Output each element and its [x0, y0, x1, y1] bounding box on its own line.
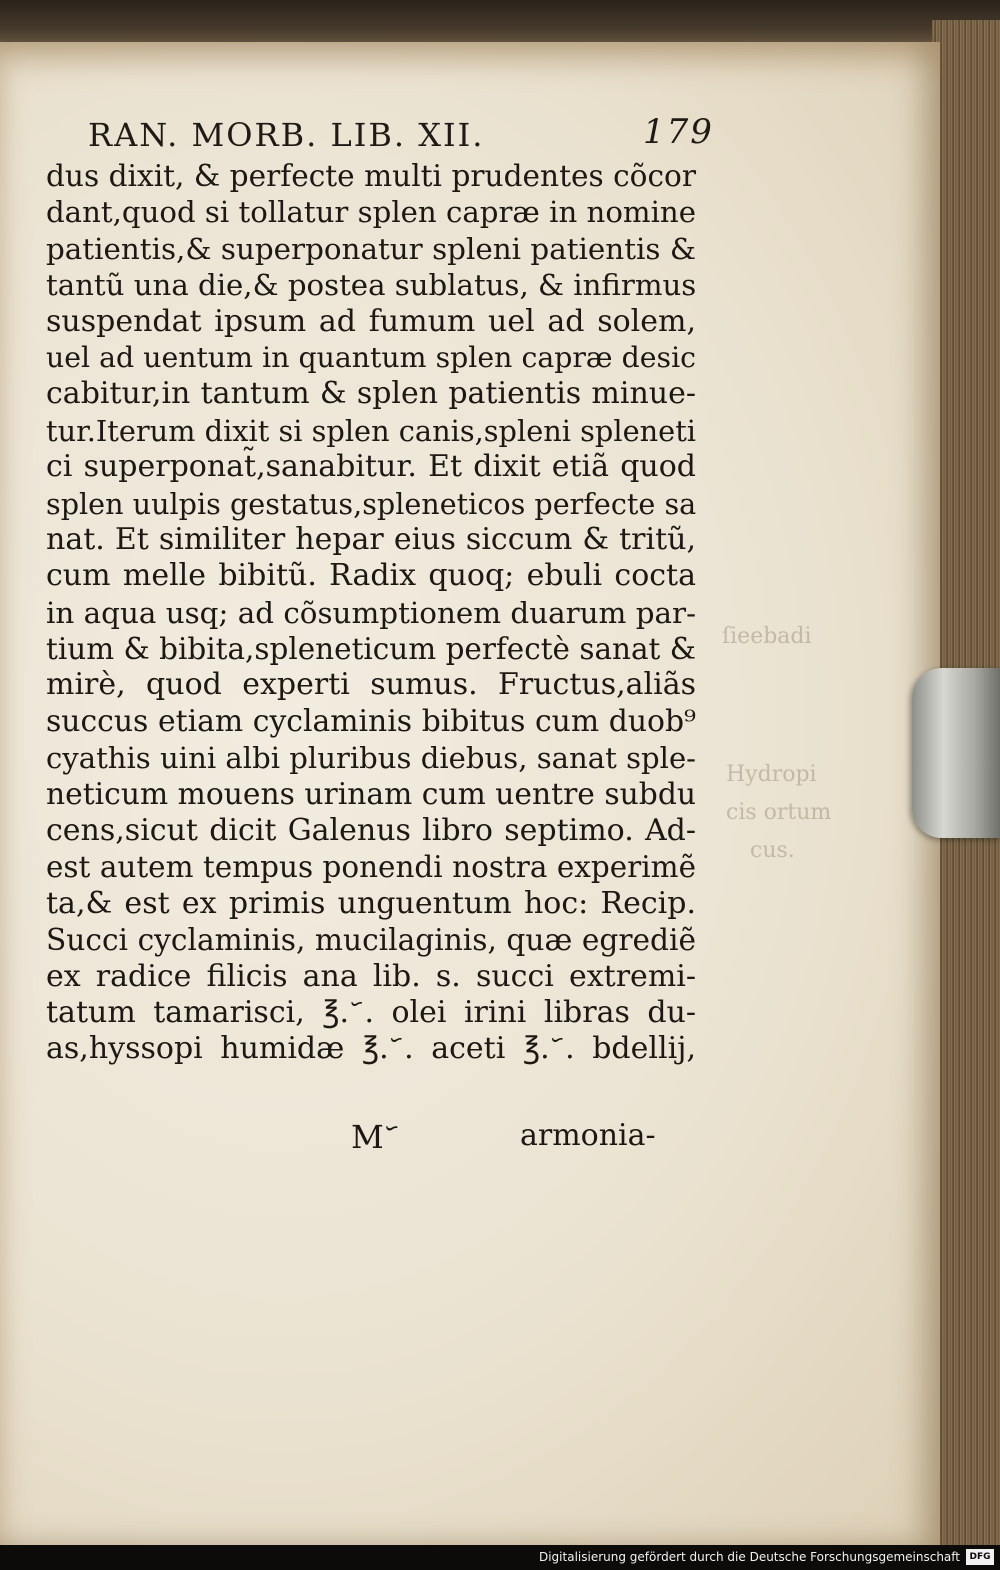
text-line: patientis,& superponatur spleni patientis &	[46, 231, 696, 266]
text-line: dus dixit, & perfecte multi prudentes cõcor	[46, 159, 696, 193]
show-through-text: cus.	[750, 838, 795, 863]
text-line: nat. Et similiter hepar eius siccum & tritũ,	[46, 521, 696, 557]
text-line: as,hyssopi humidæ ℥. ᷃. aceti ℥. ᷃. bdellij,	[46, 1031, 696, 1067]
text-line: splen uulpis gestatus,spleneticos perfecte sa	[46, 486, 697, 521]
text-line: cens,sicut dicit Galenus libro septimo. Ad-	[46, 813, 696, 849]
text-line: mirè, quod experti sumus. Fructus,aliãs	[46, 667, 696, 703]
dfg-logo: DFG	[966, 1549, 994, 1565]
body-text	[46, 158, 696, 1068]
text-line: dant,quod si tollatur splen capræ in nomine	[46, 195, 696, 230]
show-through-text: Hydropi	[726, 762, 817, 787]
text-line: in aqua usq; ad cõsumptionem duarum par-	[46, 595, 696, 630]
show-through-text: cis ortum	[726, 800, 832, 825]
running-head: RAN. MORB. LIB. XII.	[88, 116, 485, 154]
text-line: tantũ una die,& postea sublatus, & infirmus	[46, 268, 697, 303]
catchline	[46, 1118, 696, 1158]
text-line: Succi cyclaminis, mucilaginis, quæ egrediẽ	[46, 922, 696, 958]
text-line: succus etiam cyclaminis bibitus cum duob⁹	[46, 703, 696, 739]
text-line: cum melle bibitũ. Radix quoq; ebuli cocta	[46, 558, 696, 594]
text-line: tatum tamarisci, ℥. ᷃. olei irini libras du-	[46, 994, 696, 1030]
text-line: est autem tempus ponendi nostra experimẽ	[46, 850, 696, 885]
signature-mark: M ᷃	[351, 1118, 392, 1156]
text-line: tur.Iterum dixit si splen canis,spleni spleneti	[46, 413, 696, 448]
text-line: neticum mouens urinam cum uentre subdu	[46, 776, 696, 812]
page-header	[88, 108, 714, 158]
text-line: uel ad uentum in quantum splen capræ desic	[46, 340, 696, 374]
text-line: cabitur,in tantum & splen patientis minue-	[46, 376, 696, 412]
page-clip	[912, 668, 1000, 838]
text-line: suspendat ipsum ad fumum uel ad solem,	[46, 303, 696, 339]
catchword: armonia-	[520, 1118, 656, 1153]
page-number: 179	[643, 112, 714, 152]
book-top-edge	[0, 0, 1000, 48]
text-line: tium & bibita,spleneticum perfectè sanat &	[46, 632, 696, 667]
text-line: ex radice filicis ana lib. s. succi extremi-	[46, 958, 696, 994]
footer-credit: Digitalisierung gefördert durch die Deutsche Forschungsgemeinschaft	[538, 1550, 960, 1564]
show-through-text: ſieebadi	[722, 624, 812, 649]
text-line: ta,& est ex primis unguentum hoc: Recip.	[46, 885, 696, 921]
text-line: cyathis uini albi pluribus diebus, sanat sple-	[46, 741, 696, 776]
footer-bar	[0, 1545, 1000, 1570]
text-line: ci superponat̃,sanabitur. Et dixit etiã quod	[46, 449, 696, 485]
